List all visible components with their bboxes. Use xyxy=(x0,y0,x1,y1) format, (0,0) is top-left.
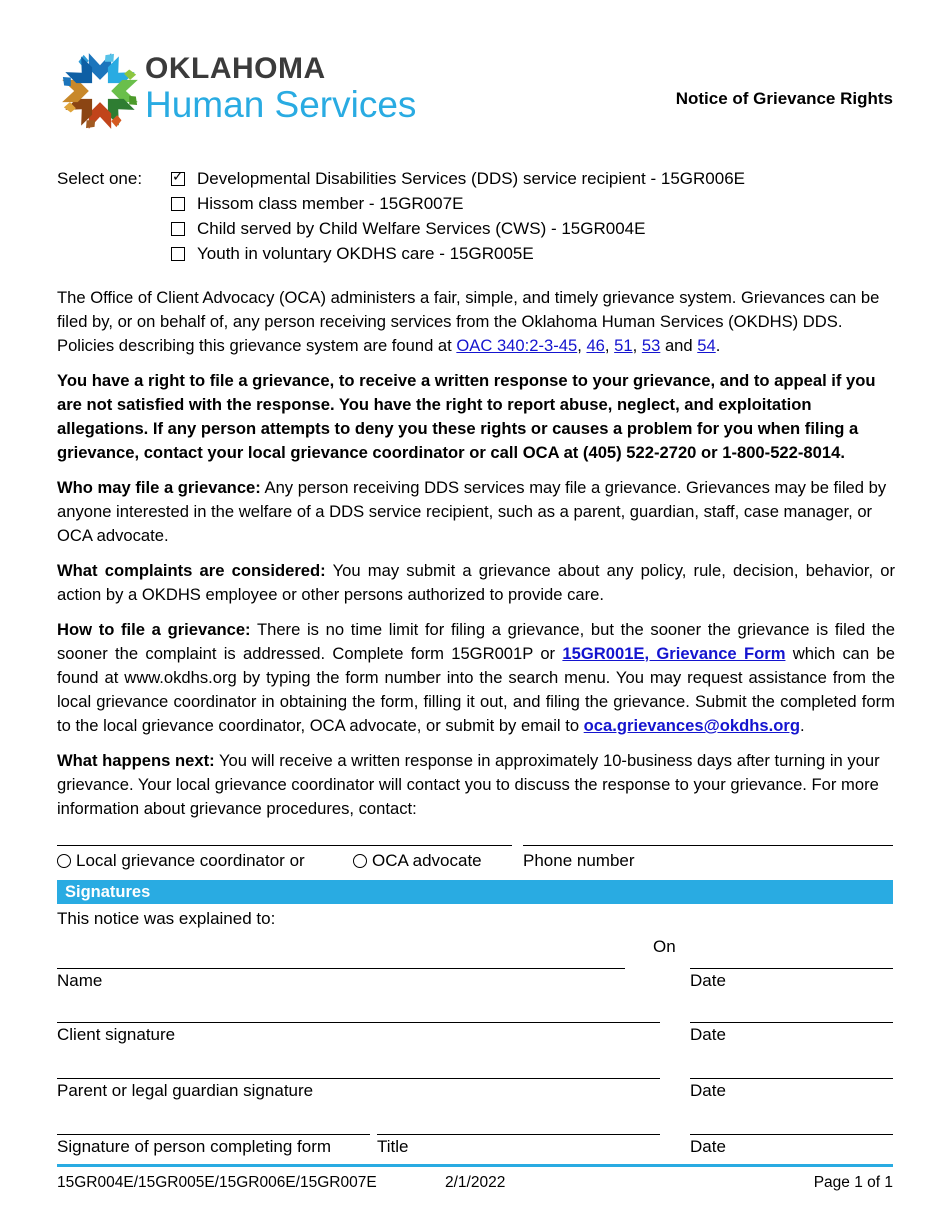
radio-option-local-coordinator[interactable] xyxy=(57,850,305,872)
logo-human-services-text: Human Services xyxy=(145,84,417,125)
text-how-to-file-3: . xyxy=(799,716,805,735)
radio-local-coordinator-icon[interactable] xyxy=(57,854,71,868)
paragraph-who-may-file xyxy=(57,476,895,548)
page-title: Notice of Grievance Rights xyxy=(675,89,893,108)
checkbox-cws-icon[interactable] xyxy=(171,222,185,236)
paragraph-what-complaints xyxy=(57,559,895,607)
radio-local-coordinator-label: Local grievance coordinator or xyxy=(76,851,305,870)
guardian-signature-input-line[interactable] xyxy=(57,1078,660,1079)
footer-revision-date: 2/1/2022 xyxy=(445,1174,506,1191)
footer-page-number: Page 1 of 1 xyxy=(813,1174,893,1191)
name-label: Name xyxy=(57,971,103,990)
link-oca-grievances-email[interactable]: oca.grievances@okdhs.org xyxy=(583,716,800,735)
explained-to-label: This notice was explained to: xyxy=(57,909,276,928)
checkbox-dds-icon[interactable] xyxy=(171,172,185,186)
date-input-line-3[interactable] xyxy=(690,1078,893,1079)
paragraph-how-to-file xyxy=(57,618,895,738)
link-oac-340-2-3-45[interactable]: OAC 340:2-3-45 xyxy=(456,336,578,355)
heading-what-happens-next: What happens next: xyxy=(57,751,215,770)
select-option-row xyxy=(57,193,893,218)
paragraph-rights: You have a right to file a grievance, to receive a written response to your grievance, and to appeal if you are not satisfied with the response. You have the right to report abuse, neglect, and exploitation allegations. If any person attempts to deny you these rights or causes a problem for you when filing a grievance, contact your local grievance coordinator or call OCA at (405) 522-2720 or 1-800-522-8014. xyxy=(57,371,876,462)
oklahoma-human-services-logo-icon xyxy=(57,46,143,136)
link-oac-54[interactable]: 54 xyxy=(697,336,716,355)
link-oac-51[interactable]: 51 xyxy=(614,336,633,355)
text-who-may-file: Any person receiving DDS services may file a grievance. Grievances may be filed by anyone interested in the welfare of a DDS service recipient, such as a parent, guardian, staff, case manager, or OCA advocate. xyxy=(57,478,887,545)
page-header xyxy=(57,44,893,140)
footer-form-numbers: 15GR004E/15GR005E/15GR006E/15GR007E xyxy=(57,1174,377,1191)
radio-oca-advocate-icon[interactable] xyxy=(353,854,367,868)
guardian-signature-label: Parent or legal guardian signature xyxy=(57,1081,314,1100)
checkbox-cell[interactable] xyxy=(171,168,197,190)
intro-sep-3: , xyxy=(632,336,642,355)
heading-who-may-file: Who may file a grievance: xyxy=(57,478,261,497)
select-option-label-cws: Child served by Child Welfare Services (CWS) - 15GR004E xyxy=(197,219,646,238)
date-label-3: Date xyxy=(690,1081,726,1100)
select-one-group xyxy=(57,168,893,268)
client-signature-label: Client signature xyxy=(57,1025,176,1044)
select-option-label-hissom: Hissom class member - 15GR007E xyxy=(197,194,464,213)
paragraph-intro xyxy=(57,286,895,358)
paragraph-what-happens-next xyxy=(57,749,895,821)
radio-option-oca-advocate[interactable] xyxy=(353,850,482,872)
client-signature-input-line[interactable] xyxy=(57,1022,660,1023)
intro-end: . xyxy=(715,336,721,355)
contact-rule-right xyxy=(523,845,893,846)
signatures-section xyxy=(57,908,893,1156)
title-label: Title xyxy=(377,1137,409,1156)
date-input-line-2[interactable] xyxy=(690,1022,893,1023)
contact-selection-row xyxy=(57,845,893,873)
radio-oca-advocate-label: OCA advocate xyxy=(372,851,482,870)
intro-sep-2: , xyxy=(604,336,615,355)
select-option-label-youth: Youth in voluntary OKDHS care - 15GR005E xyxy=(197,244,534,263)
intro-sep-4: and xyxy=(660,336,698,355)
signatures-banner-label: Signatures xyxy=(65,883,151,901)
heading-what-complaints: What complaints are considered: xyxy=(57,561,326,580)
link-oac-46[interactable]: 46 xyxy=(586,336,605,355)
link-15gr001e-grievance-form[interactable]: 15GR001E, Grievance Form xyxy=(562,644,786,663)
date-label-2: Date xyxy=(690,1025,726,1044)
signatures-section-banner xyxy=(57,880,893,904)
link-oac-53[interactable]: 53 xyxy=(641,336,661,355)
date-label-4: Date xyxy=(690,1137,726,1156)
footer-divider xyxy=(57,1164,893,1167)
date-input-line-4[interactable] xyxy=(690,1134,893,1135)
select-option-label-dds: Developmental Disabilities Services (DDS) service recipient - 15GR006E xyxy=(197,169,745,188)
text-how-to-file-2: which can be found at www.okdhs.org by typing the form number into the search menu. You may request assistance from the local grievance coordinator in obtaining the form, filling it out, and filing the grievance. Submit the completed form to the local grievance coordinator, OCA advocate, or submit by email to xyxy=(57,644,895,735)
select-option-row xyxy=(57,218,893,243)
logo-oklahoma-text: OKLAHOMA xyxy=(145,52,326,85)
completer-signature-label: Signature of person completing form xyxy=(57,1137,332,1156)
name-input-line[interactable] xyxy=(57,968,625,969)
select-option-row xyxy=(57,243,893,268)
logo-wordmark xyxy=(145,54,416,125)
checkbox-cell[interactable] xyxy=(171,193,197,215)
intro-text: The Office of Client Advocacy (OCA) administers a fair, simple, and timely grievance system. Grievances can be filed by, or on behalf of, any person receiving services from the Oklahoma Human Services (OKDHS) DDS. Policies describing this grievance system are found at xyxy=(57,288,880,355)
text-how-to-file-1: There is no time limit for filing a grievance, but the sooner the grievance is filed the sooner the complaint is addressed. Complete form 15GR001P or xyxy=(57,620,895,663)
phone-number-label: Phone number xyxy=(523,851,635,870)
text-what-complaints: You may submit a grievance about any policy, rule, decision, behavior, or action by a OKDHS employee or other persons authorized to provide care. xyxy=(57,561,895,604)
select-one-label: Select one: xyxy=(57,169,143,188)
intro-sep-1: , xyxy=(577,336,587,355)
checkbox-youth-icon[interactable] xyxy=(171,247,185,261)
contact-rule-left xyxy=(57,845,512,846)
document-body xyxy=(57,286,895,832)
checkbox-hissom-icon[interactable] xyxy=(171,197,185,211)
heading-how-to-file: How to file a grievance: xyxy=(57,620,251,639)
date-input-line-1[interactable] xyxy=(690,968,893,969)
checkbox-cell[interactable] xyxy=(171,218,197,240)
date-label-1: Date xyxy=(690,971,726,990)
checkbox-cell[interactable] xyxy=(171,243,197,265)
select-option-row xyxy=(57,168,893,193)
completer-signature-input-line[interactable] xyxy=(57,1134,370,1135)
text-what-happens-next: You will receive a written response in approximately 10-business days after turning in your grievance. Your local grievance coordinator will contact you to discuss the response to your grievance. For more information about grievance procedures, contact: xyxy=(57,751,880,818)
page-footer xyxy=(57,1172,893,1194)
title-input-line[interactable] xyxy=(377,1134,660,1135)
on-label: On xyxy=(653,937,676,956)
